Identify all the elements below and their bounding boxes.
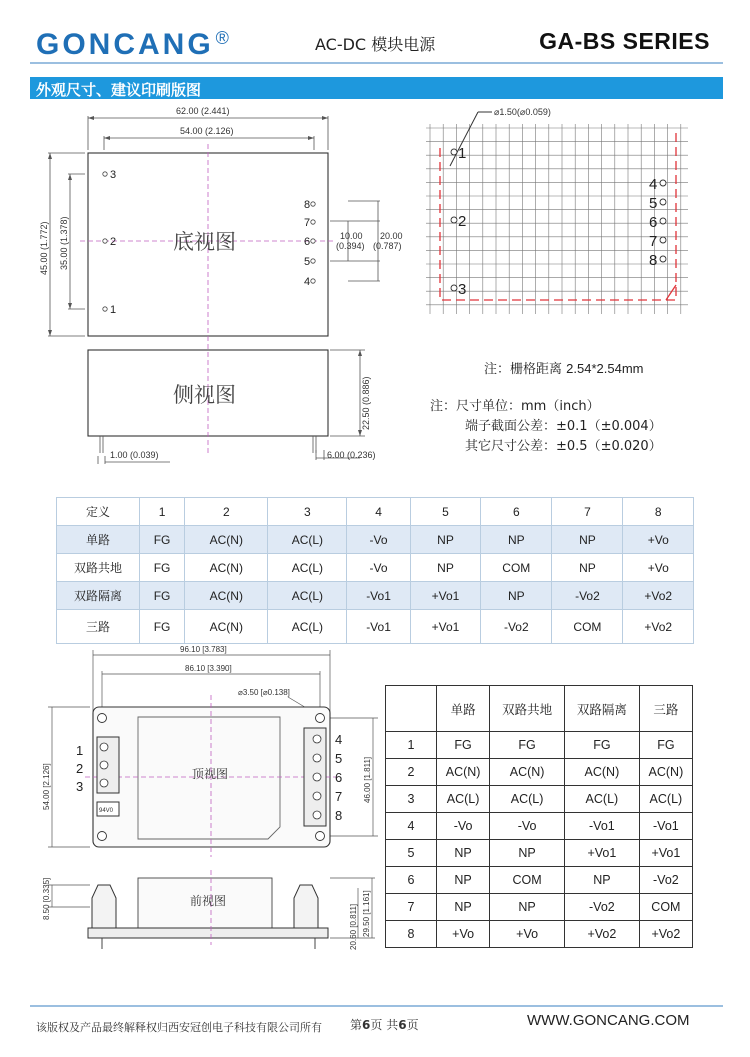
table-row xyxy=(386,786,693,813)
dim-54: 54.00 (2.126) xyxy=(180,126,234,136)
tv-pin-2: 2 xyxy=(76,761,84,776)
table-row xyxy=(386,759,693,786)
dim-600: 6.00 (0.236) xyxy=(327,450,376,460)
bv-pin-2: 2 xyxy=(110,236,117,248)
dim-225: 22.50 (0.886) xyxy=(361,376,371,430)
table-cell: +Vo1 xyxy=(410,582,480,610)
dim-2950: 29.50 [1.161] xyxy=(362,890,371,937)
header-cell: 4 xyxy=(347,498,411,526)
table-cell: AC(N) xyxy=(185,582,268,610)
tv-pin-1: 1 xyxy=(76,743,84,758)
table-cell: +Vo1 xyxy=(410,610,480,644)
dim-861: 86.10 [3.390] xyxy=(185,664,232,673)
table-cell: NP xyxy=(437,840,490,867)
table-cell: 8 xyxy=(386,921,437,948)
dim-62: 62.00 (2.441) xyxy=(176,106,230,116)
grid-note-prefix: 注：栅格距离 xyxy=(484,362,563,377)
page-number xyxy=(350,1016,419,1033)
table-cell: +Vo1 xyxy=(564,840,639,867)
table-cell: AC(N) xyxy=(185,554,268,582)
tol2-label: 其它尺寸公差： xyxy=(465,439,557,454)
top-view-label: 顶视图 xyxy=(192,767,229,781)
top-front-drawing xyxy=(30,645,380,965)
dim-350: ⌀3.50 [⌀0.138] xyxy=(238,688,290,697)
dim-35: 35.00 (1.378) xyxy=(59,216,69,270)
pin-definition-table xyxy=(56,497,694,644)
table-row xyxy=(57,554,694,582)
output-table-header xyxy=(386,686,693,732)
unit-prefix: 注：尺寸单位： xyxy=(430,399,522,414)
front-view-label: 前视图 xyxy=(190,894,227,908)
page-prefix: 第 xyxy=(350,1018,363,1032)
bv-pin-6: 6 xyxy=(304,236,311,248)
header-cell: 双路共地 xyxy=(490,686,565,732)
table-cell: AC(N) xyxy=(564,759,639,786)
table-cell: FG xyxy=(490,732,565,759)
header-cell: 双路隔离 xyxy=(564,686,639,732)
table-cell: +Vo1 xyxy=(639,840,692,867)
table-cell: -Vo xyxy=(347,526,411,554)
footer-divider xyxy=(30,1005,723,1007)
bv-pin-3: 3 xyxy=(110,169,117,181)
tol1-value: ±0.1（±0.004） xyxy=(556,419,662,434)
bv-pin-1: 1 xyxy=(110,304,117,316)
header-cell: 单路 xyxy=(437,686,490,732)
table-cell: NP xyxy=(552,526,623,554)
table-cell: -Vo2 xyxy=(552,582,623,610)
dim-45: 45.00 (1.772) xyxy=(39,221,49,275)
logo-text: GONCANG xyxy=(36,28,214,61)
table-cell: NP xyxy=(490,840,565,867)
dim-850: 8.50 [0.335] xyxy=(42,877,51,920)
dim-100: 1.00 (0.039) xyxy=(110,450,159,460)
table-cell: AC(L) xyxy=(268,554,347,582)
table-cell: 4 xyxy=(386,813,437,840)
table-cell: +Vo xyxy=(490,921,565,948)
header-divider xyxy=(30,62,723,64)
tv-pin-3: 3 xyxy=(76,779,84,794)
table-cell: +Vo xyxy=(437,921,490,948)
tv-pin-6: 6 xyxy=(335,770,343,785)
grid-note-value: 2.54*2.54mm xyxy=(566,361,644,376)
table-cell: 3 xyxy=(386,786,437,813)
table-cell: 5 xyxy=(386,840,437,867)
copyright-text: 该版权及产品最终解释权归西安冠创电子科技有限公司所有 xyxy=(36,1021,322,1034)
product-line: AC-DC 模块电源 xyxy=(315,35,436,54)
output-table xyxy=(385,685,693,948)
dim-460: 46.00 [1.811] xyxy=(363,756,372,803)
bottom-view-label: 底视图 xyxy=(173,230,236,254)
tol2-value: ±0.5（±0.020） xyxy=(556,439,662,454)
table-cell: -Vo2 xyxy=(481,610,552,644)
table-cell: AC(L) xyxy=(437,786,490,813)
rating-badge: 94V0 xyxy=(99,808,114,814)
table-cell: -Vo1 xyxy=(639,813,692,840)
bv-pin-4: 4 xyxy=(304,276,311,288)
table-cell: -Vo1 xyxy=(347,610,411,644)
table-cell: FG xyxy=(564,732,639,759)
table-cell: 6 xyxy=(386,867,437,894)
table-cell: -Vo1 xyxy=(347,582,411,610)
table-cell: -Vo xyxy=(490,813,565,840)
table-cell: AC(L) xyxy=(490,786,565,813)
table-cell: -Vo xyxy=(437,813,490,840)
pcb-pin-5: 5 xyxy=(649,195,658,212)
table-row xyxy=(386,894,693,921)
table-cell: AC(N) xyxy=(490,759,565,786)
row-label: 单路 xyxy=(57,526,140,554)
table-cell: +Vo xyxy=(623,526,694,554)
website-link[interactable]: WWW.GONCANG.COM xyxy=(527,1012,690,1029)
header-cell: 7 xyxy=(552,498,623,526)
unit-value: mm（inch） xyxy=(521,399,600,414)
row-label: 三路 xyxy=(57,610,140,644)
row-label: 双路共地 xyxy=(57,554,140,582)
dim-10-in: (0.394) xyxy=(336,241,365,251)
pin-table-header xyxy=(57,498,694,526)
table-cell: COM xyxy=(490,867,565,894)
tv-pin-8: 8 xyxy=(335,808,343,823)
table-cell: +Vo2 xyxy=(639,921,692,948)
table-cell: AC(N) xyxy=(437,759,490,786)
section-banner xyxy=(30,77,723,99)
hole-dim: ⌀1.50(⌀0.059) xyxy=(494,107,551,117)
table-cell: 1 xyxy=(386,732,437,759)
table-cell: FG xyxy=(140,610,185,644)
header-cell: 2 xyxy=(185,498,268,526)
pcb-pin-1: 1 xyxy=(458,145,467,162)
page-mid: 页 共 xyxy=(370,1018,399,1032)
table-cell: +Vo2 xyxy=(564,921,639,948)
bv-pin-8: 8 xyxy=(304,199,311,211)
table-cell: NP xyxy=(410,526,480,554)
table-cell: COM xyxy=(481,554,552,582)
table-cell: +Vo xyxy=(623,554,694,582)
table-cell: 2 xyxy=(386,759,437,786)
table-row xyxy=(57,526,694,554)
header-cell: 5 xyxy=(410,498,480,526)
dim-540: 54.00 [2.126] xyxy=(42,763,51,810)
header-cell xyxy=(386,686,437,732)
table-cell: AC(L) xyxy=(268,526,347,554)
table-row xyxy=(57,610,694,644)
table-cell: FG xyxy=(140,526,185,554)
dim-2060: 20.60 [0.811] xyxy=(349,903,358,950)
table-cell: -Vo2 xyxy=(639,867,692,894)
table-cell: -Vo1 xyxy=(564,813,639,840)
table-cell: AC(L) xyxy=(639,786,692,813)
tv-pin-5: 5 xyxy=(335,751,343,766)
tv-pin-7: 7 xyxy=(335,789,343,804)
table-cell: NP xyxy=(552,554,623,582)
table-cell: FG xyxy=(140,582,185,610)
table-row xyxy=(386,840,693,867)
header-cell: 定义 xyxy=(57,498,140,526)
table-row xyxy=(57,582,694,610)
dimension-notes xyxy=(430,397,662,457)
table-cell: FG xyxy=(437,732,490,759)
tol1-label: 端子截面公差： xyxy=(465,419,557,434)
table-cell: AC(L) xyxy=(268,582,347,610)
table-row xyxy=(386,813,693,840)
series-title: GA-BS SERIES xyxy=(539,28,710,54)
dim-20-in: (0.787) xyxy=(373,241,402,251)
table-cell: AC(L) xyxy=(564,786,639,813)
side-view-label: 侧视图 xyxy=(173,383,236,407)
bottom-side-drawing xyxy=(30,100,410,475)
table-cell: FG xyxy=(140,554,185,582)
page-total: 6 xyxy=(398,1018,407,1032)
table-cell: AC(N) xyxy=(185,526,268,554)
table-cell: NP xyxy=(481,526,552,554)
table-cell: NP xyxy=(437,867,490,894)
page-suffix: 页 xyxy=(406,1018,419,1032)
bv-pin-5: 5 xyxy=(304,256,311,268)
tv-pin-4: 4 xyxy=(335,732,343,747)
table-cell: +Vo2 xyxy=(623,582,694,610)
pcb-layout-grid xyxy=(418,100,700,320)
table-row xyxy=(386,921,693,948)
registered-mark: ® xyxy=(215,28,232,48)
table-cell: +Vo2 xyxy=(623,610,694,644)
pcb-pin-8: 8 xyxy=(649,252,658,269)
pcb-pin-6: 6 xyxy=(649,214,658,231)
page-current: 6 xyxy=(362,1018,371,1032)
table-cell: FG xyxy=(639,732,692,759)
table-cell: NP xyxy=(490,894,565,921)
bv-pin-7: 7 xyxy=(304,217,311,229)
table-cell: NP xyxy=(410,554,480,582)
table-cell: NP xyxy=(564,867,639,894)
pcb-pin-3: 3 xyxy=(458,281,467,298)
table-cell: AC(N) xyxy=(639,759,692,786)
dim-10: 10.00 xyxy=(340,231,363,241)
header-cell: 8 xyxy=(623,498,694,526)
grid-note xyxy=(484,358,643,377)
row-label: 双路隔离 xyxy=(57,582,140,610)
dim-961: 96.10 [3.783] xyxy=(180,645,227,654)
pcb-pin-7: 7 xyxy=(649,233,658,250)
table-cell: COM xyxy=(552,610,623,644)
table-cell: NP xyxy=(481,582,552,610)
table-row xyxy=(386,867,693,894)
section-title: 外观尺寸、建议印刷版图 xyxy=(36,81,202,99)
table-cell: COM xyxy=(639,894,692,921)
table-cell: AC(L) xyxy=(268,610,347,644)
table-row xyxy=(386,732,693,759)
dim-20: 20.00 xyxy=(380,231,403,241)
header-cell: 三路 xyxy=(639,686,692,732)
table-cell: -Vo2 xyxy=(564,894,639,921)
table-cell: -Vo xyxy=(347,554,411,582)
table-cell: NP xyxy=(437,894,490,921)
header-cell: 6 xyxy=(481,498,552,526)
table-cell: AC(N) xyxy=(185,610,268,644)
pcb-pin-2: 2 xyxy=(458,213,467,230)
pcb-pin-4: 4 xyxy=(649,176,658,193)
brand-logo xyxy=(36,28,232,62)
header-cell: 3 xyxy=(268,498,347,526)
table-cell: 7 xyxy=(386,894,437,921)
header-cell: 1 xyxy=(140,498,185,526)
